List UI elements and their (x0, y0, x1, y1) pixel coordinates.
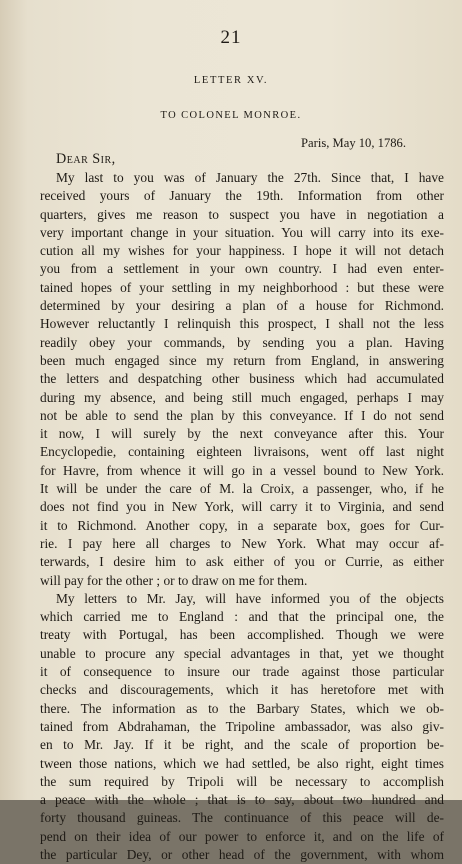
text-line: checks and discouragements, which it has heretofore met with (40, 682, 444, 698)
text-line: received yours of January the 19th. Information from other (40, 188, 444, 204)
text-line: it to Richmond. Another copy, in a separate box, goes for Cur- (40, 517, 444, 533)
text-line: However reluctantly I relinquish this prospect, I shall not the less (40, 316, 444, 332)
text-line: tained from Abdrahaman, the Tripoline ambassador, was also giv- (40, 718, 444, 734)
text-line: cution all my wishes for your happiness. I hope it will not detach (40, 243, 444, 259)
text-line: quarters, gives me reason to suspect you have in negotiation a (40, 206, 444, 222)
text-line: for Havre, from whence it will go in a vessel bound to New York. (40, 462, 444, 478)
text-line: during my absence, and being still much engaged, perhaps I may (40, 389, 444, 405)
text-line: unable to procure any special advantages in that, yet we thought (40, 645, 444, 661)
text-line: it now, I will surely by the next conveyance after this. Your (40, 426, 444, 442)
text-line: pend on their idea of our power to enforce it, and on the life of (40, 828, 444, 844)
text-line: there. The information as to the Barbary States, which we ob- (40, 700, 444, 716)
dateline: Paris, May 10, 1786. (301, 136, 406, 150)
text-line: the letters and despatching other business which had accumulated (40, 371, 444, 387)
text-line: the sum required by Tripoli will be necessary to accomplish (40, 773, 444, 789)
text-line: My letters to Mr. Jay, will have informed you of the objects (56, 590, 444, 606)
text-line: It will be under the care of M. la Croix, a passenger, who, if he (40, 481, 444, 497)
text-line: tained hopes of your settling in my neighborhood : but these were (40, 279, 444, 295)
text-line: readily obey your commands, by sending you a plan. Having (40, 334, 444, 350)
text-line: you from a settlement in your own country. I had even enter- (40, 261, 444, 277)
recipient-heading: TO COLONEL MONROE. (160, 110, 302, 121)
text-line: not be able to send the plan by this conveyance. If I do not send (40, 407, 444, 423)
text-line: will pay for the other ; or to draw on me for them. (40, 572, 308, 588)
text-line: the particular Dey, or other head of the government, with whom (40, 846, 444, 862)
text-line: forty thousand guineas. The continuance of this peace will de- (40, 810, 444, 826)
text-line: en to Mr. Jay. If it be right, and the scale of proportion be- (40, 737, 444, 753)
letter-body (40, 169, 444, 864)
text-line: a peace with the whole ; that is to say, about two hundred and (40, 792, 444, 808)
text-line: My last to you was of January the 27th. Since that, I have (56, 170, 444, 185)
salutation: Dear Sir, (56, 151, 116, 167)
text-line: tween those nations, which we had settled, be also right, eight times (40, 755, 444, 771)
page-number: 21 (220, 27, 242, 48)
text-line: which carried me to England : and that the principal one, the (40, 609, 444, 625)
text-line: treaty with Portugal, has been accomplished. Though we were (40, 627, 444, 643)
text-line: Encyclopedie, containing eighteen livraisons, went off last night (40, 444, 444, 460)
letter-heading: LETTER XV. (193, 75, 269, 86)
text-line: does not find you in New York, will carry it to Virginia, and send (40, 499, 444, 515)
text-line: determined by your desiring a plan of a house for Richmond. (40, 298, 444, 314)
text-line: very important change in your situation. You will carry into its exe- (40, 224, 444, 240)
text-line: terwards, I desire him to ask either of you or Currie, as either (40, 554, 444, 570)
text-line: it of consequence to insure our trade against those particular (40, 664, 444, 680)
text-line: been much engaged since my return from England, in answering (40, 352, 444, 368)
text-line: rie. I pay here all charges to New York. What may occur af- (40, 535, 444, 551)
